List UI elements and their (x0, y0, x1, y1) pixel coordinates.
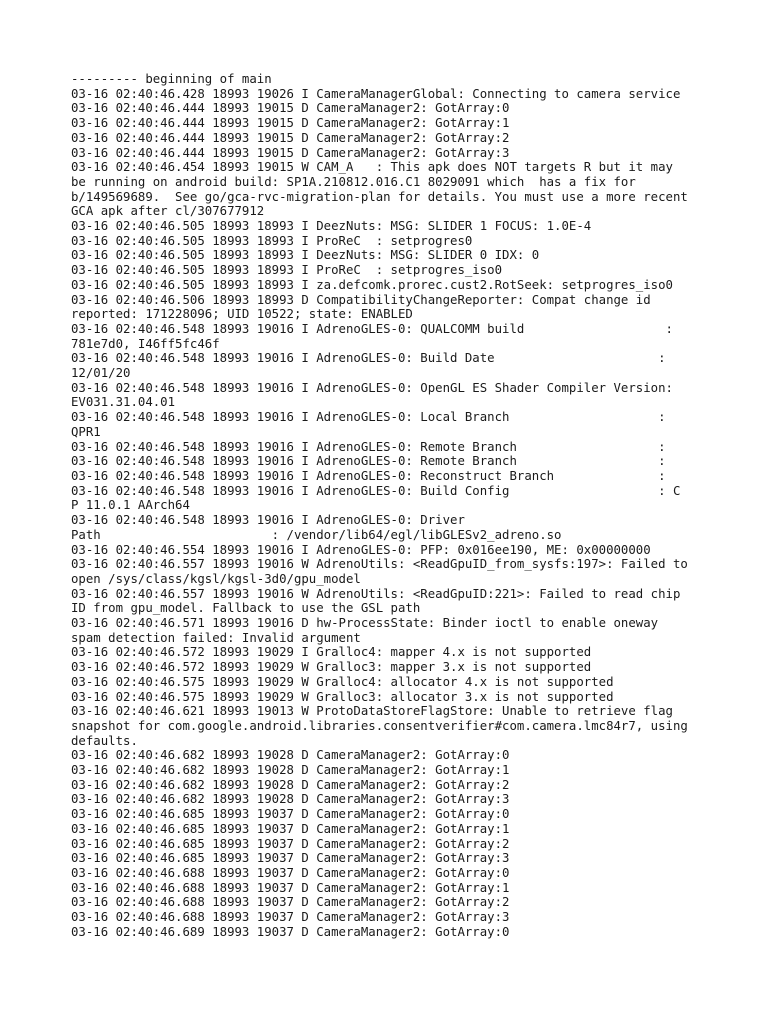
log-line: 03-16 02:40:46.688 18993 19037 D CameraManager2: GotArray:3 (71, 910, 510, 925)
log-line: 03-16 02:40:46.444 18993 19015 D CameraManager2: GotArray:3 (71, 145, 510, 160)
log-line: 03-16 02:40:46.685 18993 19037 D CameraManager2: GotArray:0 (71, 807, 510, 822)
log-line: 03-16 02:40:46.575 18993 19029 W Gralloc3: allocator 3.x is not supported (71, 689, 614, 704)
log-line: 03-16 02:40:46.505 18993 18993 I DeezNuts: MSG: SLIDER 1 FOCUS: 1.0E-4 (71, 219, 592, 234)
log-line: 03-16 02:40:46.505 18993 18993 I DeezNuts: MSG: SLIDER 0 IDX: 0 (71, 248, 540, 263)
log-line: be running on android build: SP1A.210812.016.C1 8029091 which has a fix for (71, 174, 636, 189)
log-line: 03-16 02:40:46.548 18993 19016 I AdrenoGLES-0: Build Date : (71, 351, 666, 366)
log-line: 03-16 02:40:46.682 18993 19028 D CameraManager2: GotArray:0 (71, 748, 510, 763)
log-line: 03-16 02:40:46.506 18993 18993 D CompatibilityChangeReporter: Compat change id (71, 292, 651, 307)
log-line: 03-16 02:40:46.575 18993 19029 W Gralloc4: allocator 4.x is not supported (71, 674, 614, 689)
log-line: Path : /vendor/lib64/egl/libGLESv2_adreno.so (71, 527, 562, 542)
log-line: 03-16 02:40:46.505 18993 18993 I ProReC : setprogres0 (71, 233, 473, 248)
log-line: 03-16 02:40:46.688 18993 19037 D CameraManager2: GotArray:0 (71, 865, 510, 880)
log-line: 03-16 02:40:46.444 18993 19015 D CameraManager2: GotArray:2 (71, 130, 510, 145)
log-line: 03-16 02:40:46.548 18993 19016 I AdrenoGLES-0: Remote Branch : (71, 454, 666, 469)
log-document (71, 72, 711, 939)
log-line: 03-16 02:40:46.548 18993 19016 I AdrenoGLES-0: Driver (71, 513, 465, 528)
log-line: 03-16 02:40:46.444 18993 19015 D CameraManager2: GotArray:1 (71, 116, 510, 131)
log-line: 03-16 02:40:46.548 18993 19016 I AdrenoGLES-0: Remote Branch : (71, 439, 666, 454)
log-line: 03-16 02:40:46.554 18993 19016 I AdrenoGLES-0: PFP: 0x016ee190, ME: 0x00000000 (71, 542, 651, 557)
log-line: reported: 171228096; UID 10522; state: ENABLED (71, 307, 413, 322)
log-line: ID from gpu_model. Fallback to use the GSL path (71, 601, 421, 616)
log-line: 03-16 02:40:46.548 18993 19016 I AdrenoGLES-0: QUALCOMM build : (71, 321, 673, 336)
log-line: 03-16 02:40:46.685 18993 19037 D CameraManager2: GotArray:3 (71, 851, 510, 866)
log-line: 03-16 02:40:46.557 18993 19016 W AdrenoUtils: <ReadGpuID_from_sysfs:197>: Failed to (71, 557, 688, 572)
log-line: 03-16 02:40:46.685 18993 19037 D CameraManager2: GotArray:1 (71, 821, 510, 836)
log-line: 03-16 02:40:46.548 18993 19016 I AdrenoGLES-0: OpenGL ES Shader Compiler Version: (71, 380, 673, 395)
log-line: spam detection failed: Invalid argument (71, 630, 361, 645)
log-line: QPR1 (71, 424, 101, 439)
log-line: 781e7d0, I46ff5fc46f (71, 336, 220, 351)
log-line: 03-16 02:40:46.682 18993 19028 D CameraManager2: GotArray:3 (71, 792, 510, 807)
log-line: snapshot for com.google.android.libraries.consentverifier#com.camera.lmc84r7, using (71, 718, 688, 733)
log-line: 03-16 02:40:46.688 18993 19037 D CameraManager2: GotArray:1 (71, 880, 510, 895)
log-line: 03-16 02:40:46.572 18993 19029 I Gralloc4: mapper 4.x is not supported (71, 645, 592, 660)
log-line: 03-16 02:40:46.548 18993 19016 I AdrenoGLES-0: Build Config : C (71, 483, 681, 498)
log-line: 03-16 02:40:46.682 18993 19028 D CameraManager2: GotArray:2 (71, 777, 510, 792)
log-line: 03-16 02:40:46.444 18993 19015 D CameraManager2: GotArray:0 (71, 101, 510, 116)
log-line: 03-16 02:40:46.428 18993 19026 I CameraManagerGlobal: Connecting to camera service (71, 86, 681, 101)
log-line: 03-16 02:40:46.685 18993 19037 D CameraManager2: GotArray:2 (71, 836, 510, 851)
log-line: EV031.31.04.01 (71, 395, 176, 410)
log-line: 03-16 02:40:46.557 18993 19016 W AdrenoUtils: <ReadGpuID:221>: Failed to read chip (71, 586, 681, 601)
log-line: defaults. (71, 733, 138, 748)
log-line: 03-16 02:40:46.454 18993 19015 W CAM_A : This apk does NOT targets R but it may (71, 160, 673, 175)
log-line: b/149569689. See go/gca-rvc-migration-plan for details. You must use a more recent (71, 189, 688, 204)
log-line: 03-16 02:40:46.682 18993 19028 D CameraManager2: GotArray:1 (71, 763, 510, 778)
log-line: 03-16 02:40:46.548 18993 19016 I AdrenoGLES-0: Reconstruct Branch : (71, 468, 666, 483)
log-line: 03-16 02:40:46.505 18993 18993 I ProReC : setprogres_iso0 (71, 263, 503, 278)
log-line: 03-16 02:40:46.688 18993 19037 D CameraManager2: GotArray:2 (71, 895, 510, 910)
log-line: open /sys/class/kgsl/kgsl-3d0/gpu_model (71, 571, 361, 586)
log-line: 12/01/20 (71, 366, 131, 381)
log-line: 03-16 02:40:46.572 18993 19029 W Gralloc3: mapper 3.x is not supported (71, 660, 592, 675)
log-line: GCA apk after cl/307677912 (71, 204, 265, 219)
log-line: --------- beginning of main (71, 72, 272, 86)
log-line: 03-16 02:40:46.689 18993 19037 D CameraManager2: GotArray:0 (71, 924, 510, 939)
log-line: P 11.0.1 AArch64 (71, 498, 190, 513)
log-line: 03-16 02:40:46.548 18993 19016 I AdrenoGLES-0: Local Branch : (71, 410, 666, 425)
log-line: 03-16 02:40:46.621 18993 19013 W ProtoDataStoreFlagStore: Unable to retrieve flag (71, 704, 673, 719)
log-line: 03-16 02:40:46.571 18993 19016 D hw-ProcessState: Binder ioctl to enable oneway (71, 616, 659, 631)
log-line: 03-16 02:40:46.505 18993 18993 I za.defcomk.prorec.cust2.RotSeek: setprogres_iso0 (71, 277, 673, 292)
